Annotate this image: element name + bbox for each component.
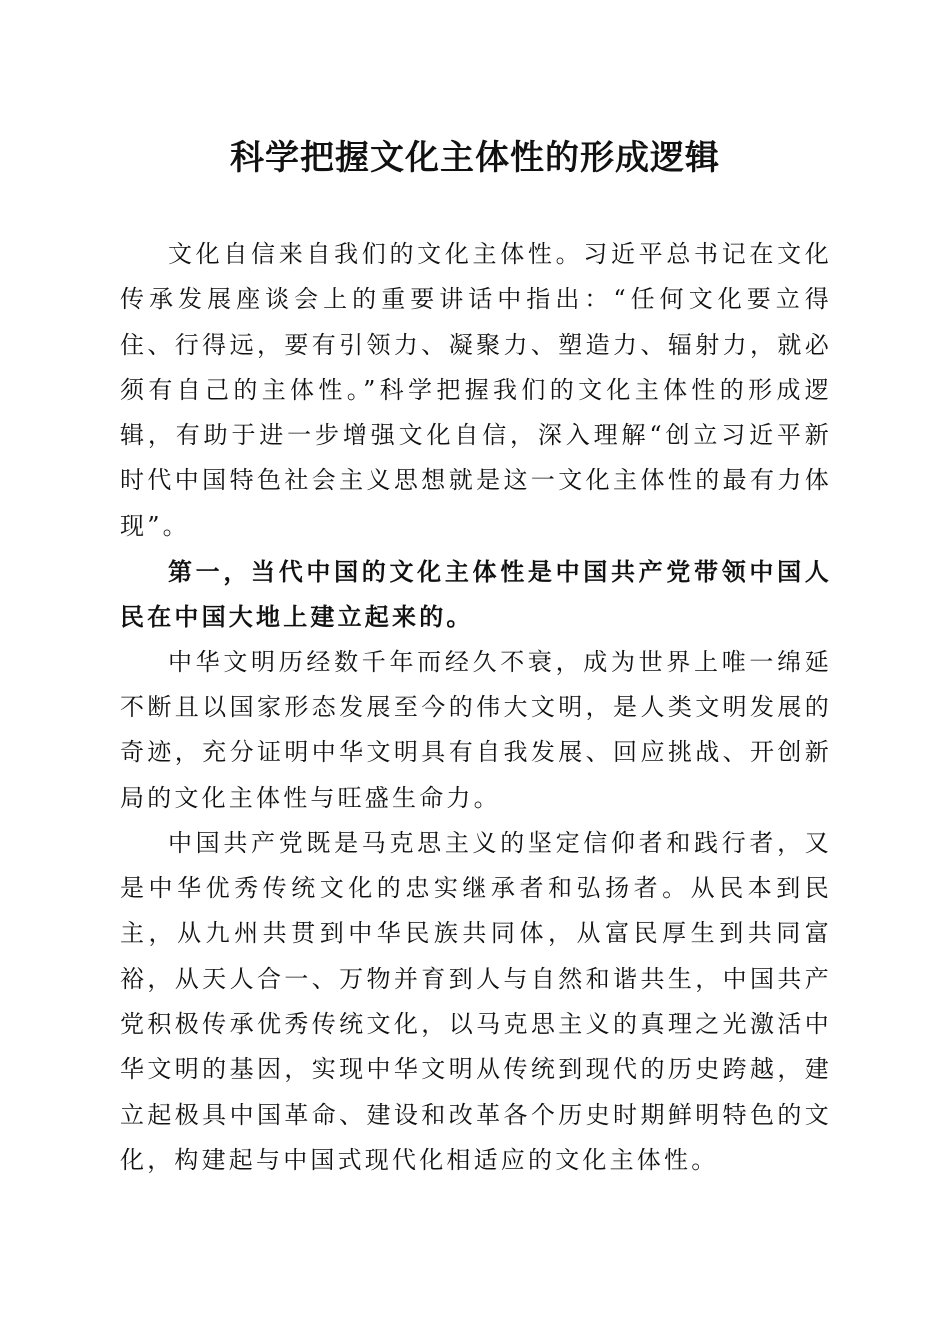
document-body xyxy=(120,232,832,1183)
paragraph-civilization: 中华文明历经数千年而经久不衰，成为世界上唯一绵延不断且以国家形态发展至今的伟大文明，是人类文明发展的奇迹，充分证明中华文明具有自我发展、回应挑战、开创新局的文化主体性与旺盛生命力。 xyxy=(120,647,832,812)
document-title: 科学把握文化主体性的形成逻辑 xyxy=(230,138,720,178)
paragraph-intro: 文化自信来自我们的文化主体性。习近平总书记在文化传承发展座谈会上的重要讲话中指出：“任何文化要立得住、行得远，要有引领力、凝聚力、塑造力、辐射力，就必须有自己的主体性。”科学把握我们的文化主体性的形成逻辑，有助于进一步增强文化自信，深入理解“创立习近平新时代中国特色社会主义思想就是这一文化主体性的最有力体现”。 xyxy=(120,240,832,540)
section-heading-first: 第一，当代中国的文化主体性是中国共产党带领中国人民在中国大地上建立起来的。 xyxy=(120,557,832,632)
paragraph-party: 中国共产党既是马克思主义的坚定信仰者和践行者，又是中华优秀传统文化的忠实继承者和弘扬者。从民本到民主，从九州共贯到中华民族共同体，从富民厚生到共同富裕，从天人合一、万物并育到人与自然和谐共生，中国共产党积极传承优秀传统文化，以马克思主义的真理之光激活中华文明的基因，实现中华文明从传统到现代的历史跨越，建立起极具中国革命、建设和改革各个历史时期鲜明特色的文化，构建起与中国式现代化相适应的文化主体性。 xyxy=(120,828,832,1174)
